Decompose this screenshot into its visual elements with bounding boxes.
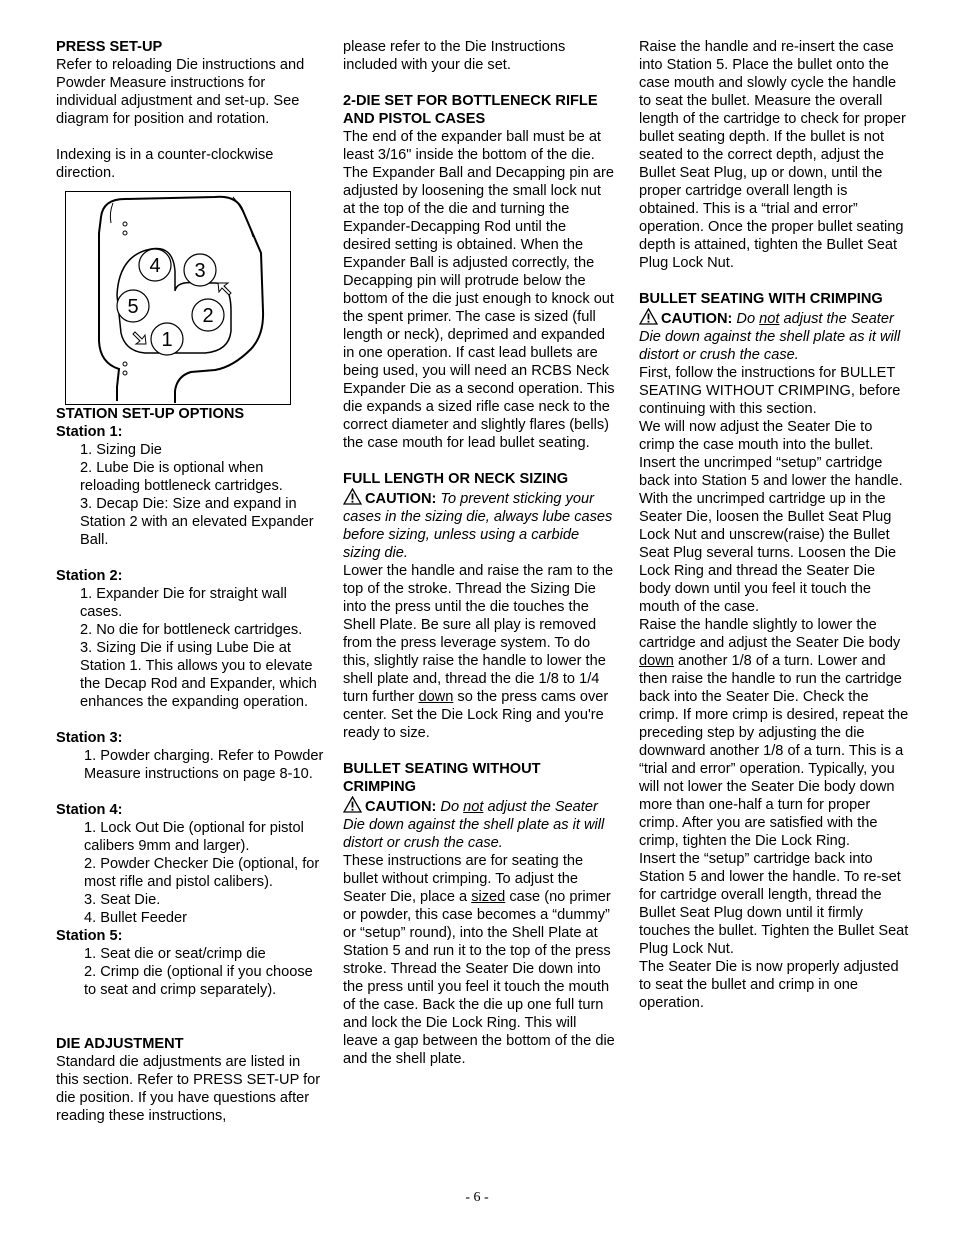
list-item: 1. Powder charging. Refer to Powder Measure instructions on page 8-10. xyxy=(84,748,324,782)
seating-continued-body: Raise the handle and re-insert the case into Station 5. Place the bullet onto the case mouth and slowly cycle the handle to seat the bullet. Measure the overall length of the cartridge to check for proper bullet seating depth. If the bullet is not seated to the correct depth, adjust the Bullet Seat Plug, up or down, until the proper cartridge overall length is obtained. This is a “trial and error” operation. Once the proper bullet seating depth is attained, tighten the Bullet Seat Plug Lock Nut. xyxy=(639,39,906,271)
full-length-sizing-heading: FULL LENGTH OR NECK SIZING xyxy=(343,471,569,487)
sizing-body: Lower the handle and raise the ram to the top of the stroke. Thread the Sizing Die into the press until the die touches the Shell Plate. Be sure all play is removed from the press leverage system. To do this, slightly raise the handle to lower the shell plate and, thread the die 1/8 to 1/4 turn further down so the press cams over center. Set the Die Lock Ring and you're ready to size. xyxy=(343,563,614,741)
die-adjustment-heading: DIE ADJUSTMENT xyxy=(56,1036,184,1052)
station-3-circle xyxy=(184,254,216,286)
underlined-word: not xyxy=(759,311,780,327)
column-1 xyxy=(56,38,326,1125)
underlined-word: not xyxy=(463,799,484,815)
station-5-label: 5 xyxy=(127,296,139,318)
press-setup-heading: PRESS SET-UP xyxy=(56,39,163,55)
warning-triangle-icon xyxy=(343,488,362,505)
press-setup-body: Refer to reloading Die instructions and Powder Measure instructions for individual adjustment and set-up. See diagram for position and rotation. xyxy=(56,57,305,127)
indexing-note: Indexing is in a counter-clockwise direction. xyxy=(56,147,274,181)
die-adjustment-body: Standard die adjustments are listed in this section. Refer to PRESS SET-UP for die position. If you have questions after reading these instructions, xyxy=(56,1054,321,1124)
crimping-caution: CAUTION: Do not adjust the Seater Die down against the shell plate as it will distort or crush the case. xyxy=(639,308,909,364)
station-3-heading: Station 3: xyxy=(56,730,123,746)
station-1-heading: Station 1: xyxy=(56,424,123,440)
caution-label: CAUTION: xyxy=(661,311,733,327)
page-number: - 6 - xyxy=(465,1190,489,1205)
list-item: 3. Sizing Die if using Lube Die at Station 1. This allows you to elevate the Decap Rod and Expander, which enhances the expanding operation. xyxy=(80,640,317,710)
underlined-word: sized xyxy=(471,889,506,905)
crimping-paragraph: First, follow the instructions for BULLET SEATING WITHOUT CRIMPING, before continuing with this section. xyxy=(639,365,901,417)
station-5-heading: Station 5: xyxy=(56,928,123,944)
station-setup-heading: STATION SET-UP OPTIONS xyxy=(56,406,245,422)
sizing-caution xyxy=(343,488,615,562)
station-1-label: 1 xyxy=(161,329,173,351)
list-item: 1. Expander Die for straight wall cases. xyxy=(80,586,287,620)
column-2 xyxy=(343,38,615,1068)
list-item: 4. Bullet Feeder xyxy=(84,910,188,926)
two-die-heading: 2-DIE SET FOR BOTTLENECK RIFLE AND PISTOL CASES xyxy=(343,93,598,127)
warning-triangle-icon xyxy=(343,796,362,813)
station-5-list xyxy=(56,945,326,999)
list-item: 2. No die for bottleneck cartridges. xyxy=(80,622,303,638)
station-4-label: 4 xyxy=(149,255,161,277)
station-1-list xyxy=(56,441,326,549)
list-item: 2. Lube Die is optional when reloading bottleneck cartridges. xyxy=(80,460,283,494)
underlined-word: down xyxy=(418,689,454,705)
list-item: 2. Crimp die (optional if you choose to seat and crimp separately). xyxy=(84,964,313,998)
column-3 xyxy=(639,38,909,1012)
seating-body: These instructions are for seating the bullet without crimping. To adjust the Seater Die, place a sized case (no primer or powder, this case becomes a “dummy” or “setup” round), into the Shell Plate at Station 5 and run it to the top of the press stroke. Thread the Seater Die down into the press until you feel it touch the mouth of the case. Back the die up one full turn and lock the Die Lock Ring. This will leave a gap between the bottom of the die and the shell plate. xyxy=(343,853,615,1067)
list-item: 1. Seat die or seat/crimp die xyxy=(84,946,266,962)
list-item: 3. Decap Die: Size and expand in Station 2 with an elevated Expander Ball. xyxy=(80,496,314,548)
station-4-heading: Station 4: xyxy=(56,802,123,818)
station-3-label: 3 xyxy=(194,260,206,282)
crimping-paragraph: The Seater Die is now properly adjusted to seat the bullet and crimp in one operation. xyxy=(639,959,899,1011)
list-item: 2. Powder Checker Die (optional, for most rifle and pistol calibers). xyxy=(84,856,320,890)
station-2-list xyxy=(56,585,326,711)
crimping-paragraph: Insert the “setup” cartridge back into Station 5 and lower the handle. To re-set for cartridge overall length, thread the Bullet Seat Plug down until it firmly touches the bullet. Tighten the Bullet Seat Plug Lock Nut. xyxy=(639,851,909,957)
shell-plate-diagram xyxy=(65,191,291,405)
caution-text: To prevent sticking your cases in the sizing die, always lube cases before sizing, unless using a carbide sizing die. xyxy=(343,491,613,561)
station-2-heading: Station 2: xyxy=(56,568,123,584)
two-die-body: The end of the expander ball must be at least 3/16" inside the bottom of the die. The Expander Ball and Decapping pin are adjusted by loosening the small lock nut at the top of the die and turning the Expander-Decapping Rod until the desired setting is obtained. When the Expander Ball is adjusted correctly, the Decapping pin will protrude below the bottom of the die just enough to knock out the spent primer. The case is sized (full length or neck), deprimed and expanded in one operation. If cast lead bullets are being used, you will need an RCBS Neck Expander Die as a second operation. This die expands a sized rifle case neck to the correct diameter and slightly flares (bells) the case mouth for lead bullet seating. xyxy=(343,129,615,451)
seating-with-crimping-heading: BULLET SEATING WITH CRIMPING xyxy=(639,291,883,307)
seating-caution: CAUTION: Do not adjust the Seater Die down against the shell plate as it will distort or crush the case. xyxy=(343,796,615,852)
list-item: 1. Lock Out Die (optional for pistol calibers 9mm and larger). xyxy=(84,820,304,854)
crimping-paragraph: We will now adjust the Seater Die to crimp the case mouth into the bullet. Insert the uncrimped “setup” cartridge back into Station 5 and lower the handle. With the uncrimped cartridge up in the Seater Die, loosen the Bullet Seat Plug Lock Nut and unscrew(raise) the Bullet Seat Plug several turns. Loosen the Die Lock Ring and thread the Seater Die body down until you feel it touch the mouth of the case. xyxy=(639,419,903,615)
caution-label: CAUTION: xyxy=(365,799,437,815)
warning-triangle-icon xyxy=(639,308,658,325)
station-3-list xyxy=(56,747,326,783)
seating-without-crimping-heading: BULLET SEATING WITHOUT CRIMPING xyxy=(343,761,541,795)
crimping-paragraph: Raise the handle slightly to lower the cartridge and adjust the Seater Die body down another 1/8 of a turn. Lower and then raise the handle to run the cartridge back into the Seater Die. Check the crimp. If more crimp is desired, repeat the preceding step by adjusting the die downward another 1/8 of a turn. This is a “trial and error” operation. Typically, you will not lower the Seater Die body down more than one-half a turn for proper crimp. After you are satisfied with the crimp, tighten the Die Lock Ring. xyxy=(639,617,909,849)
station-1-circle xyxy=(151,323,183,355)
station-2-circle xyxy=(192,299,224,331)
list-item: 3. Seat Die. xyxy=(84,892,161,908)
caution-label: CAUTION: xyxy=(365,491,437,507)
station-2-label: 2 xyxy=(202,305,214,327)
list-item: 1. Sizing Die xyxy=(80,442,162,458)
underlined-word: down xyxy=(639,653,674,669)
station-5-circle xyxy=(117,290,149,322)
die-instructions-note: please refer to the Die Instructions included with your die set. xyxy=(343,39,566,73)
station-4-list xyxy=(56,819,326,927)
station-4-circle xyxy=(139,249,171,281)
